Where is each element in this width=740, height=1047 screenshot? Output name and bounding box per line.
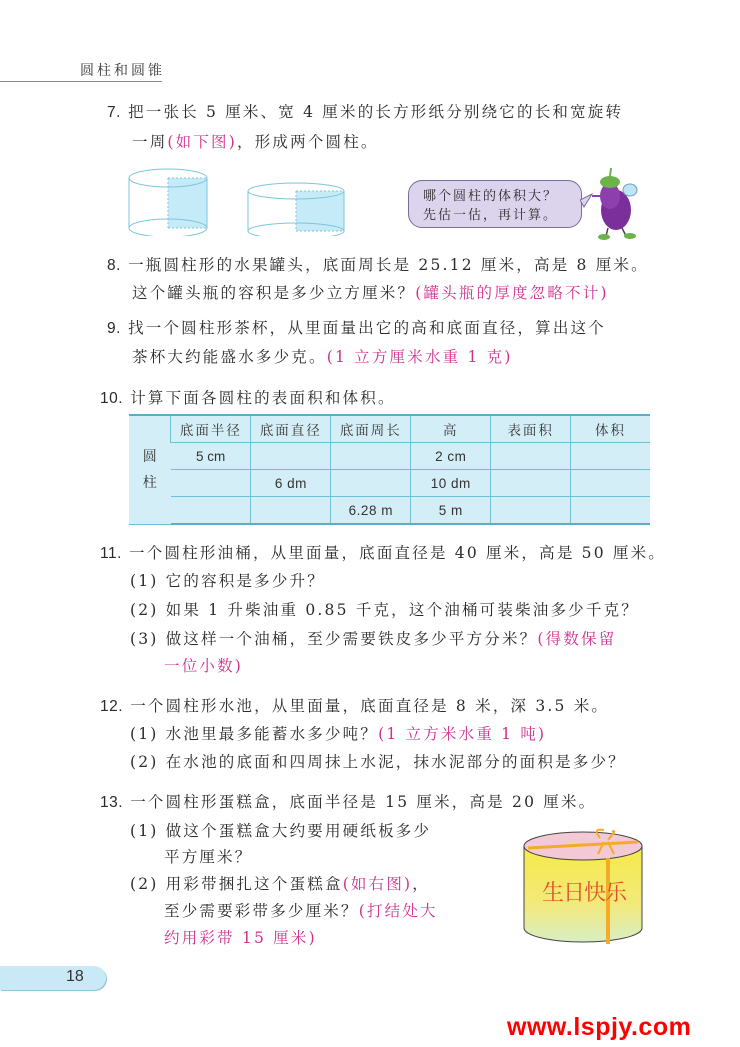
problem-text: ，形成两个圆柱。	[237, 133, 379, 151]
problem-9-line2	[132, 347, 513, 367]
table-cell	[491, 497, 571, 525]
bubble-line2: 先估一估，再计算。	[423, 208, 559, 223]
table-cell	[571, 443, 650, 470]
table-header: 高	[411, 415, 491, 443]
cylinder-table	[129, 414, 650, 525]
page-number: 18	[66, 968, 84, 985]
problem-number: 11.	[100, 545, 122, 562]
problem-number: 10.	[100, 390, 124, 407]
table-header: 底面直径	[251, 415, 331, 443]
note-text: (如下图)	[167, 133, 238, 151]
problem-12-sub1	[130, 724, 546, 744]
problem-text: (3) 做这样一个油桶，至少需要铁皮多少平方分米？	[130, 630, 538, 648]
problem-number: 8.	[107, 257, 121, 274]
problem-number: 13.	[100, 794, 124, 811]
problem-text: 把一张长 5 厘米、宽 4 厘米的长方形纸分别绕它的长和宽旋转	[128, 103, 624, 121]
table-cell	[491, 443, 571, 470]
header-rule	[0, 81, 162, 82]
problem-8-line2	[132, 283, 609, 303]
problem-number: 9.	[107, 320, 121, 337]
table-row	[129, 470, 650, 497]
problem-13-line1	[100, 792, 596, 813]
problem-number: 7.	[107, 104, 121, 121]
problem-13-sub1-cont: 平方厘米？	[164, 848, 253, 866]
table-cell: 5 cm	[171, 443, 251, 470]
table-cell: 6.28 m	[331, 497, 411, 525]
table-cell: 2 cm	[411, 443, 491, 470]
problem-10-line1	[100, 388, 396, 409]
cake-label: 生日快乐	[541, 881, 626, 906]
table-header: 底面周长	[331, 415, 411, 443]
page-number-tab	[0, 966, 106, 990]
problem-11-line1	[100, 543, 666, 564]
eggplant-mascot-icon	[580, 160, 650, 240]
problem-text: (2) 用彩带捆扎这个蛋糕盒	[130, 875, 343, 893]
problem-text: (1) 水池里最多能蓄水多少吨？	[130, 725, 379, 743]
table-header: 底面半径	[171, 415, 251, 443]
problem-11-sub3	[130, 629, 616, 649]
problem-text: 找一个圆柱形茶杯，从里面量出它的高和底面直径，算出这个	[128, 319, 606, 337]
problem-13-sub1: (1) 做这个蛋糕盒大约要用硬纸板多少	[130, 822, 432, 840]
table-cell	[251, 443, 331, 470]
table-cell	[171, 497, 251, 525]
table-cell	[251, 497, 331, 525]
short-cylinder-icon	[248, 183, 344, 236]
table-cell	[331, 443, 411, 470]
cylinders-figure	[128, 166, 378, 236]
note-text: (罐头瓶的厚度忽略不计)	[415, 284, 609, 302]
note-text: (1 立方米水重 1 吨)	[378, 725, 547, 743]
problem-11-sub1: (1) 它的容积是多少升？	[130, 572, 325, 590]
problem-text: 一个圆柱形水池，从里面量，底面直径是 8 米，深 3.5 米。	[130, 697, 610, 715]
table-cell	[491, 470, 571, 497]
problem-13-sub2-note: 约用彩带 15 厘米)	[164, 929, 317, 947]
problem-text: 计算下面各圆柱的表面积和体积。	[130, 389, 396, 407]
problem-12-line1	[100, 696, 609, 717]
watermark: www.lspjy.com	[507, 1013, 692, 1041]
table-cell: 5 m	[411, 497, 491, 525]
table-cell	[571, 470, 650, 497]
problem-13-sub2-cont	[164, 901, 438, 921]
table-cell: 10 dm	[411, 470, 491, 497]
problem-text: 一瓶圆柱形的水果罐头，底面周长是 25.12 厘米，高是 8 厘米。	[128, 256, 649, 274]
problem-11-sub2: (2) 如果 1 升柴油重 0.85 千克，这个油桶可装柴油多少千克？	[130, 601, 639, 619]
table-cell	[571, 497, 650, 525]
table-header: 表面积	[491, 415, 571, 443]
note-text: (打结处大	[358, 902, 438, 920]
problem-7-line2	[132, 132, 379, 152]
table-row	[129, 443, 650, 470]
problem-text: ，	[412, 875, 430, 893]
problem-13-sub2	[130, 874, 430, 894]
bubble-line1: 哪个圆柱的体积大？	[423, 189, 559, 204]
problem-9-line1	[107, 318, 606, 339]
problem-text: 茶杯大约能盛水多少克。	[132, 348, 327, 366]
chapter-title: 圆柱和圆锥	[80, 63, 165, 79]
problem-text: 至少需要彩带多少厘米？	[164, 902, 359, 920]
problem-8-line1	[107, 255, 649, 276]
problem-number: 12.	[100, 698, 124, 715]
table-cell: 6 dm	[251, 470, 331, 497]
row-label	[129, 415, 171, 524]
problem-text: 一个圆柱形蛋糕盒，底面半径是 15 厘米，高是 20 厘米。	[130, 793, 597, 811]
problem-11-sub3-note: 一位小数)	[164, 657, 244, 675]
problem-12-sub2: (2) 在水池的底面和四周抹上水泥，抹水泥部分的面积是多少？	[130, 753, 626, 771]
table-cell	[171, 470, 251, 497]
table-header: 体积	[571, 415, 650, 443]
row-label-text: 圆柱	[142, 448, 159, 491]
table-header-row	[129, 415, 650, 443]
note-text: (如右图)	[342, 875, 413, 893]
table-cell	[331, 470, 411, 497]
note-text: (得数保留	[537, 630, 617, 648]
problem-text: 这个罐头瓶的容积是多少立方厘米？	[132, 284, 416, 302]
problem-text: 一个圆柱形油桶，从里面量，底面直径是 40 厘米，高是 50 厘米。	[129, 544, 667, 562]
tall-cylinder-icon	[129, 169, 207, 236]
cake-box-illustration	[520, 828, 646, 946]
speech-bubble	[408, 180, 582, 228]
table-row	[129, 497, 650, 525]
problem-7-line1	[107, 102, 623, 123]
note-text: (1 立方厘米水重 1 克)	[326, 348, 513, 366]
problem-text: 一周	[132, 133, 168, 151]
